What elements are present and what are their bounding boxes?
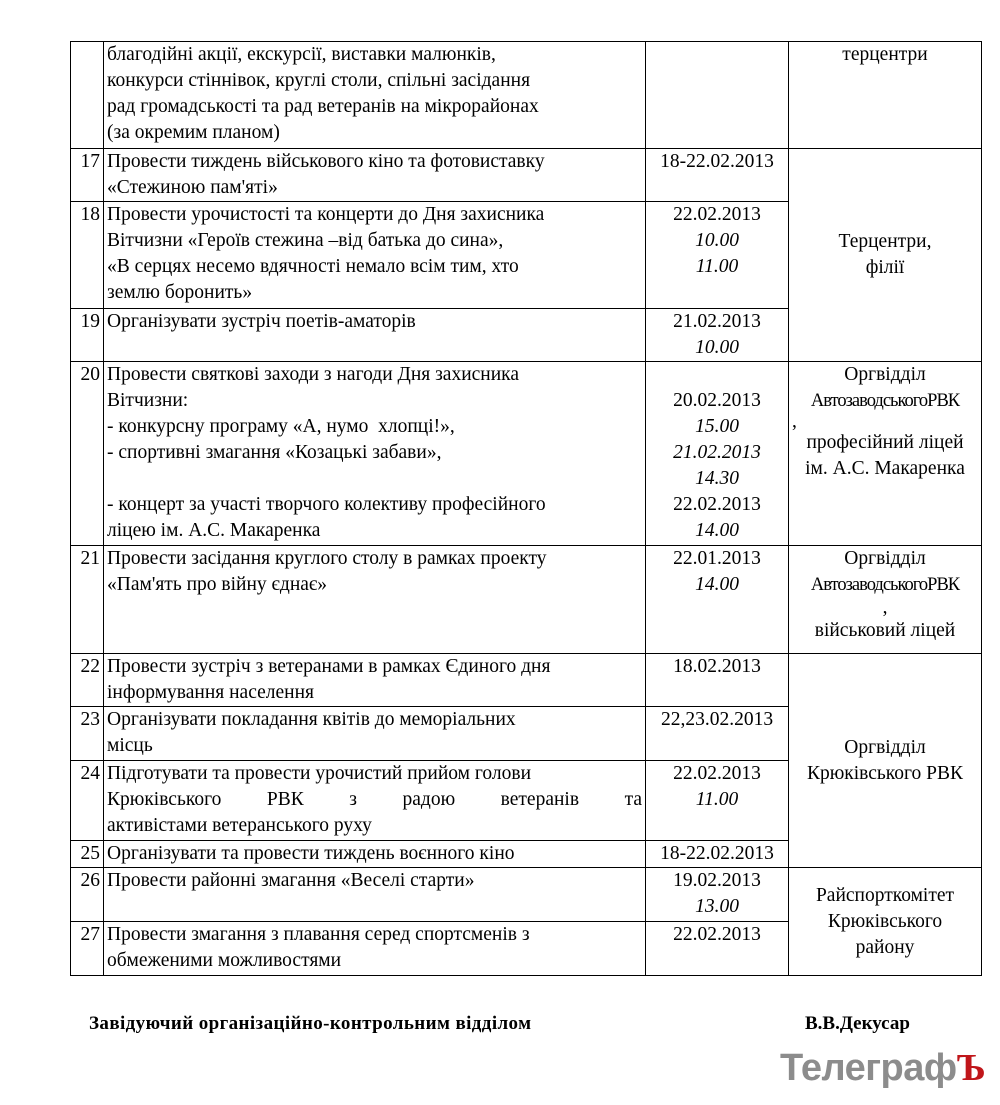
responsible-line: ім. А.С. Макаренка xyxy=(805,458,965,479)
activity-cell xyxy=(104,922,646,976)
activity-line: Організувати покладання квітів до меморіальних xyxy=(107,709,516,730)
activity-cell xyxy=(104,202,646,309)
date-value xyxy=(649,362,785,388)
activity-line: ліцею ім. А.С. Макаренка xyxy=(107,520,321,541)
telegraf-watermark-logo xyxy=(780,1046,985,1090)
responsible-line: Крюківського РВК xyxy=(806,762,964,784)
activity-line: обмеженими можливостями xyxy=(107,950,342,971)
responsible-cell xyxy=(789,362,982,546)
responsible-cell xyxy=(789,654,982,868)
activity-line: Вітчизни «Героїв стежина –від батька до сина», xyxy=(107,230,504,251)
events-plan-table xyxy=(70,41,982,976)
activity-line: активістами ветеранського руху xyxy=(107,815,372,836)
activity-line: рад громадськості та рад ветеранів на мікрорайонах xyxy=(107,96,539,117)
activity-line: Крюківського РВК з радою ветеранів та xyxy=(107,789,642,810)
date-cell xyxy=(646,841,789,868)
activity-line: Провести районні змагання «Веселі старти» xyxy=(107,870,475,891)
activity-line: Провести святкові заходи з нагоди Дня захисника xyxy=(107,364,520,385)
date-value: 21.02.2013 xyxy=(673,311,761,332)
row-number: 20 xyxy=(71,362,104,546)
date-value: 22,23.02.2013 xyxy=(660,709,774,730)
responsible-cell xyxy=(789,546,982,654)
responsible-line: професійний ліцей xyxy=(806,432,964,453)
row-number: 24 xyxy=(71,761,104,841)
responsible-line: Терцентри, xyxy=(838,231,932,252)
table-row xyxy=(71,42,982,149)
table-row xyxy=(71,546,982,654)
date-value: 22.02.2013 xyxy=(673,924,761,945)
activity-cell xyxy=(104,546,646,654)
activity-line: конкурси стіннівок, круглі столи, спільні засідання xyxy=(107,70,531,91)
responsible-cell xyxy=(789,868,982,976)
date-cell xyxy=(646,707,789,761)
activity-line: благодійні акції, екскурсії, виставки малюнків, xyxy=(107,44,496,65)
row-number: 22 xyxy=(71,654,104,707)
activity-line: Провести зустріч з ветеранами в рамках Єдиного дня xyxy=(107,656,551,677)
row-number: 19 xyxy=(71,309,104,362)
activity-line: інформування населення xyxy=(107,682,314,703)
row-number: 18 xyxy=(71,202,104,309)
responsible-cell xyxy=(789,149,982,362)
activity-line xyxy=(107,466,642,492)
time-value: 11.00 xyxy=(695,789,739,810)
activity-line: Провести засідання круглого столу в рамках проекту xyxy=(107,548,547,569)
responsible-cell xyxy=(789,42,982,149)
activity-cell xyxy=(104,841,646,868)
activity-cell xyxy=(104,149,646,202)
responsible-line: терцентри xyxy=(842,44,928,65)
date-value: 20.02.2013 xyxy=(673,390,761,411)
time-value: 11.00 xyxy=(695,256,739,277)
responsible-line: Оргвідділ xyxy=(844,364,926,385)
signature-position: Завідуючий організаційно-контрольним відділом xyxy=(89,1013,532,1034)
logo-accent-letter: Ъ xyxy=(956,1047,986,1089)
responsible-line: філії xyxy=(865,257,905,278)
time-value: 14.30 xyxy=(695,468,739,489)
activity-line: Провести змагання з плавання серед спортсменів з xyxy=(107,924,530,945)
responsible-line: Крюківського xyxy=(827,910,943,932)
row-number: 17 xyxy=(71,149,104,202)
date-cell xyxy=(646,149,789,202)
date-value: 22.02.2013 xyxy=(673,204,761,225)
row-number xyxy=(71,42,104,149)
table-row xyxy=(71,654,982,707)
row-number: 23 xyxy=(71,707,104,761)
activity-cell xyxy=(104,761,646,841)
logo-main-text: Телеграф xyxy=(780,1047,957,1089)
date-value: 19.02.2013 xyxy=(673,870,761,891)
time-value: 14.00 xyxy=(695,574,739,595)
date-cell xyxy=(646,922,789,976)
date-cell xyxy=(646,546,789,654)
date-cell xyxy=(646,654,789,707)
date-value: 18.02.2013 xyxy=(673,656,761,677)
activity-cell xyxy=(104,309,646,362)
activity-line: землю боронить» xyxy=(107,282,253,303)
activity-cell xyxy=(104,868,646,922)
date-cell xyxy=(646,202,789,309)
activity-line: (за окремим планом) xyxy=(107,122,280,143)
date-cell xyxy=(646,362,789,546)
date-cell xyxy=(646,42,789,149)
table-row xyxy=(71,868,982,922)
activity-line: - конкурсну програму «А, нумо хлопці!», xyxy=(107,416,455,437)
table-row xyxy=(71,362,982,546)
date-value: 22.01.2013 xyxy=(673,548,761,569)
responsible-line: Райспорткомітет xyxy=(815,884,955,906)
date-value: 18-22.02.2013 xyxy=(660,843,774,864)
table-row xyxy=(71,149,982,202)
time-value: 15.00 xyxy=(695,416,739,437)
responsible-line: району xyxy=(855,936,915,958)
activity-line: Провести урочистості та концерти до Дня захисника xyxy=(107,204,545,225)
date-cell xyxy=(646,761,789,841)
responsible-line: АвтозаводськогоРВК xyxy=(810,391,960,411)
row-number: 26 xyxy=(71,868,104,922)
date-value: 21.02.2013 xyxy=(673,442,761,463)
activity-cell xyxy=(104,654,646,707)
activity-line: - спортивні змагання «Козацькі забави», xyxy=(107,442,442,463)
activity-line: Підготувати та провести урочистий прийом голови xyxy=(107,763,532,784)
activity-line: «Пам'ять про війну єднає» xyxy=(107,574,328,595)
time-value: 14.00 xyxy=(695,520,739,541)
responsible-line: Оргвідділ xyxy=(844,736,926,758)
time-value: 10.00 xyxy=(695,230,739,251)
responsible-line: Оргвідділ xyxy=(844,548,926,569)
date-value: 22.02.2013 xyxy=(673,494,761,515)
responsible-line: , xyxy=(792,411,797,432)
activity-line: Організувати зустріч поетів-аматорів xyxy=(107,311,416,332)
responsible-line: , xyxy=(882,597,888,618)
activity-line: Вітчизни: xyxy=(107,390,189,411)
activity-line: Провести тиждень військового кіно та фотовиставку xyxy=(107,151,545,172)
signature-name: В.В.Декусар xyxy=(805,1013,910,1034)
activity-cell xyxy=(104,707,646,761)
row-number: 25 xyxy=(71,841,104,868)
activity-line: Організувати та провести тиждень воєнного кіно xyxy=(107,843,515,864)
date-cell xyxy=(646,868,789,922)
time-value: 10.00 xyxy=(695,337,739,358)
date-value: 18-22.02.2013 xyxy=(660,151,774,172)
activity-line: «В серцях несемо вдячності немало всім тим, хто xyxy=(107,256,519,277)
activity-line: - концерт за участі творчого колективу професійного xyxy=(107,494,546,515)
activity-line: місць xyxy=(107,735,153,756)
activity-cell xyxy=(104,42,646,149)
row-number: 27 xyxy=(71,922,104,976)
time-value: 13.00 xyxy=(695,896,739,917)
activity-cell xyxy=(104,362,646,546)
date-cell xyxy=(646,309,789,362)
activity-line: «Стежиною пам'яті» xyxy=(107,177,278,198)
row-number: 21 xyxy=(71,546,104,654)
responsible-line: АвтозаводськогоРВК xyxy=(810,575,960,595)
responsible-line: військовий ліцей xyxy=(814,620,956,641)
date-value: 22.02.2013 xyxy=(673,763,761,784)
